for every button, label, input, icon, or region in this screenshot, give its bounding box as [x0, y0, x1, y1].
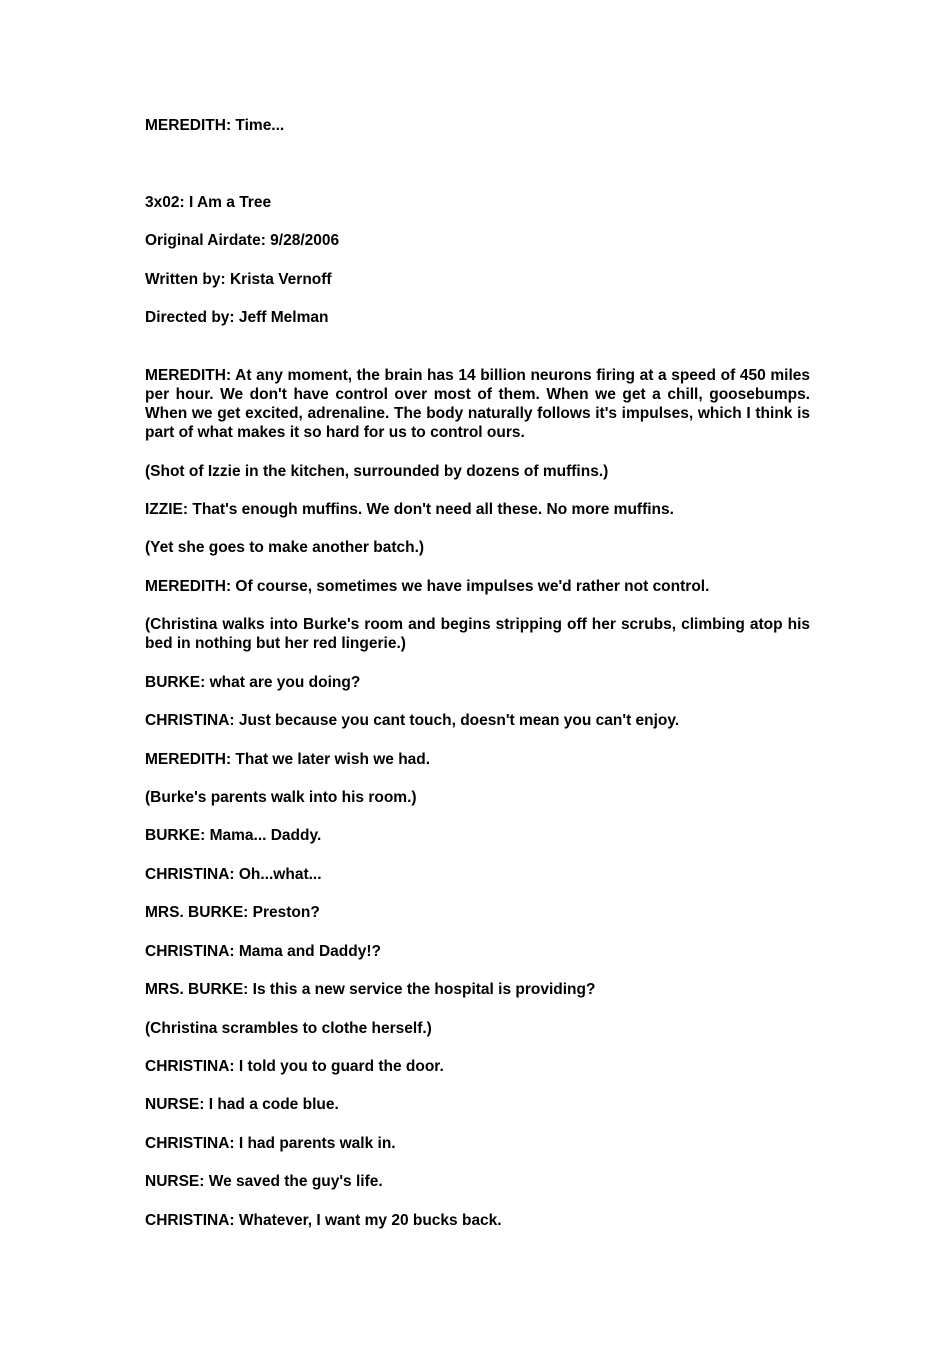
script-line-dialogue: CHRISTINA: I told you to guard the door. — [145, 1058, 444, 1075]
script-line-dialogue: IZZIE: That's enough muffins. We don't need all these. No more muffins. — [145, 501, 674, 518]
script-line-dialogue: MEREDITH: That we later wish we had. — [145, 751, 431, 768]
script-line-dialogue: CHRISTINA: Just because you cant touch, doesn't mean you can't enjoy. — [145, 712, 680, 729]
script-line-direction: (Christina scrambles to clothe herself.) — [145, 1020, 432, 1037]
script-line-dialogue: MRS. BURKE: Is this a new service the hospital is providing? — [145, 981, 596, 998]
script-line-dialogue: BURKE: what are you doing? — [145, 674, 361, 691]
episode-airdate: Original Airdate: 9/28/2006 — [145, 232, 340, 249]
script-line-direction: (Burke's parents walk into his room.) — [145, 789, 417, 806]
script-line-direction: (Yet she goes to make another batch.) — [145, 539, 425, 556]
episode-writer: Written by: Krista Vernoff — [145, 271, 332, 288]
script-line-direction: (Shot of Izzie in the kitchen, surrounded by dozens of muffins.) — [145, 463, 609, 480]
script-line-dialogue: CHRISTINA: I had parents walk in. — [145, 1135, 396, 1152]
script-line-dialogue: BURKE: Mama... Daddy. — [145, 827, 322, 844]
script-line-dialogue: CHRISTINA: Mama and Daddy!? — [145, 943, 381, 960]
script-line-dialogue: MRS. BURKE: Preston? — [145, 904, 320, 921]
script-line-dialogue: NURSE: I had a code blue. — [145, 1096, 339, 1113]
script-line-direction: (Christina walks into Burke's room and begins stripping off her scrubs, climbing atop his bed in nothing but her red lingerie.) — [145, 616, 810, 652]
script-line-dialogue: CHRISTINA: Oh...what... — [145, 866, 322, 883]
cold-open-line: MEREDITH: Time... — [145, 117, 285, 134]
script-line-dialogue: CHRISTINA: Whatever, I want my 20 bucks back. — [145, 1212, 502, 1229]
episode-director: Directed by: Jeff Melman — [145, 309, 329, 326]
script-line-dialogue: MEREDITH: Of course, sometimes we have impulses we'd rather not control. — [145, 578, 710, 595]
script-line-dialogue: NURSE: We saved the guy's life. — [145, 1173, 383, 1190]
episode-title: 3x02: I Am a Tree — [145, 194, 272, 211]
script-line-narration: MEREDITH: At any moment, the brain has 14 billion neurons firing at a speed of 450 miles per hour. We don't have control over most of them. When we get a chill, goosebumps. When we get excited, adrenaline. The body naturally follows it's impulses, which I think is part of what makes it so hard for us to control ours. — [145, 367, 810, 441]
